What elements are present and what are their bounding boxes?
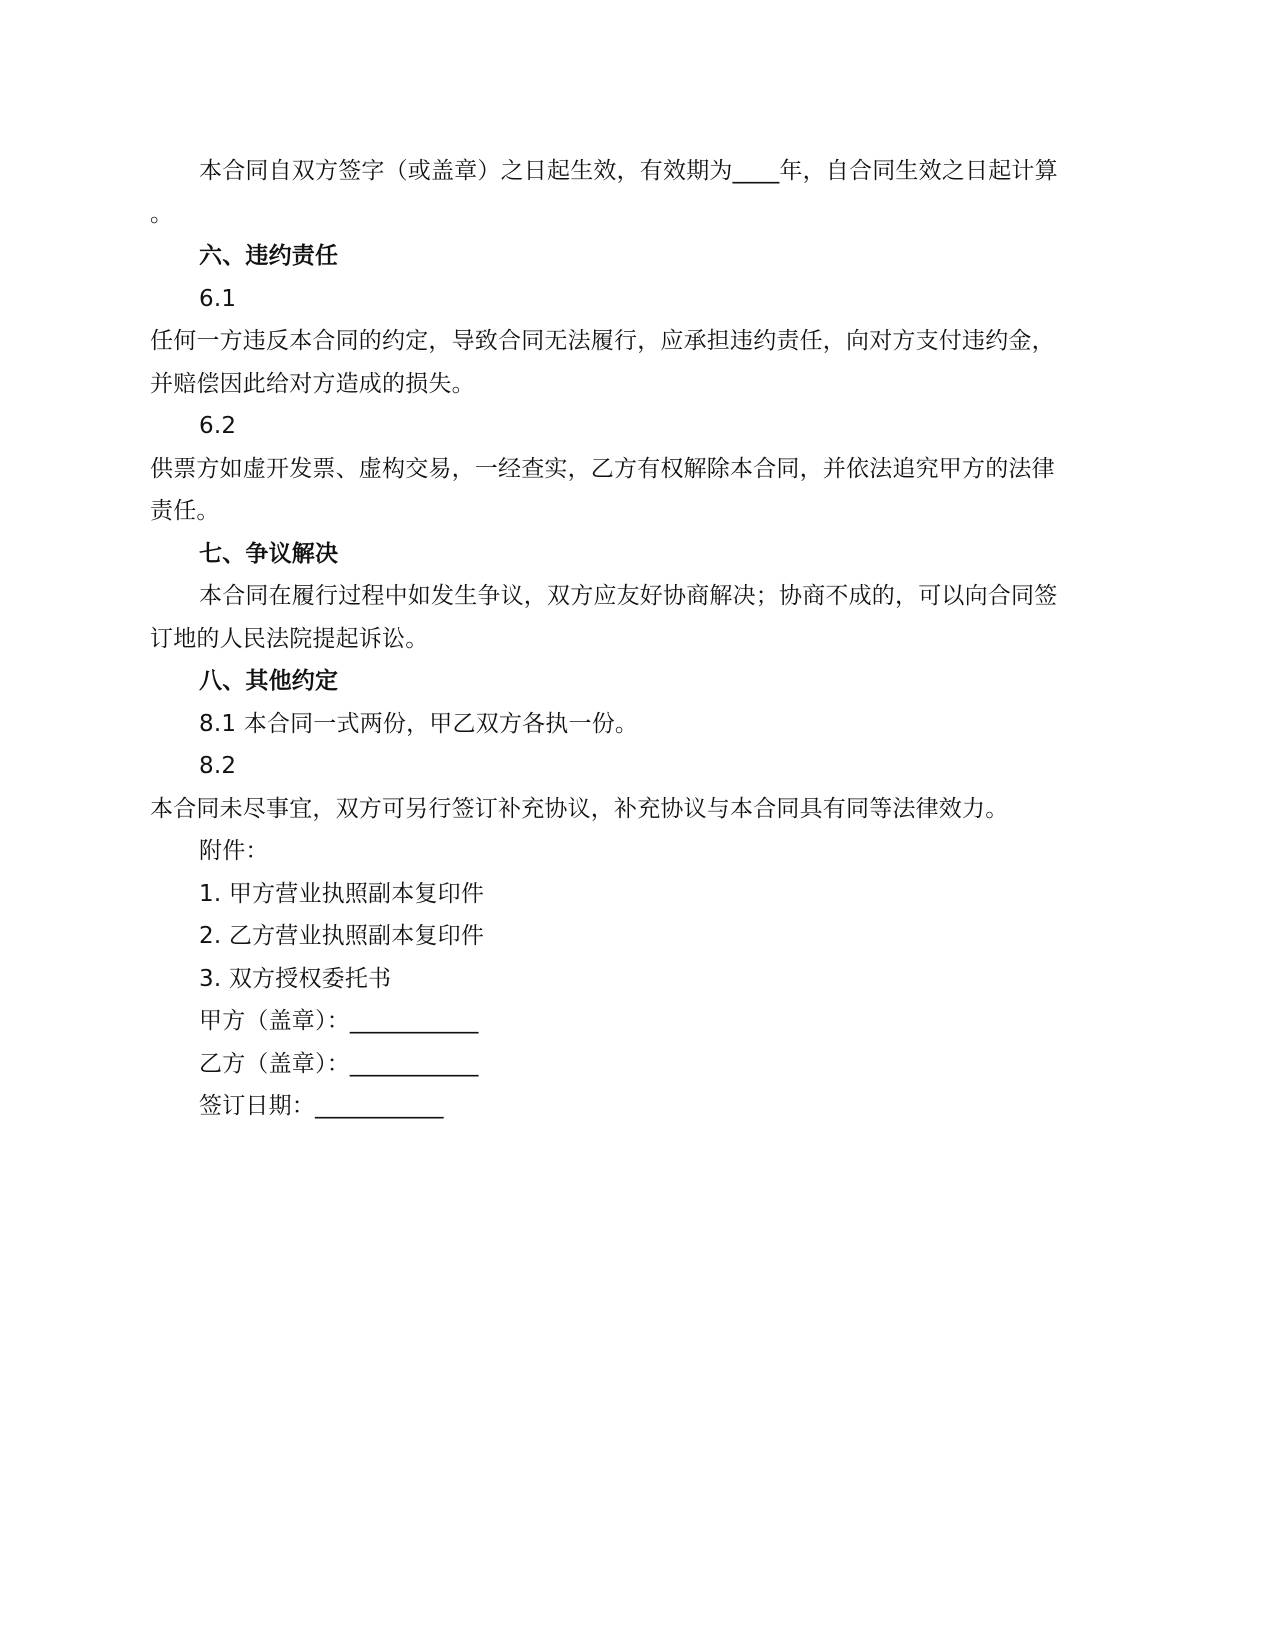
- signature-party-b: 乙方（盖章）：___________: [199, 1050, 479, 1077]
- signature-date: 签订日期：___________: [199, 1093, 444, 1119]
- clause-8-2-text: 本合同未尽事宜，双方可另行签订补充协议，补充协议与本合同具有同等法律效力。: [150, 795, 1009, 822]
- clause-number-6-1: 6.1: [199, 285, 237, 312]
- clause-8-1: 8.1 本合同一式两份，甲乙双方各执一份。: [199, 710, 639, 737]
- clause-6-2-line-1: 供票方如虚开发票、虚构交易，一经查实，乙方有权解除本合同，并依法追究甲方的法律: [150, 455, 1055, 482]
- validity-clause-line-1: 本合同自双方签字（或盖章）之日起生效，有效期为____年，自合同生效之日起计算: [199, 158, 1058, 184]
- attachment-item: 3. 双方授权委托书: [199, 965, 392, 992]
- clause-6-1-line-1: 任何一方违反本合同的约定，导致合同无法履行，应承担违约责任，向对方支付违约金，: [150, 328, 1055, 354]
- attachment-item: 2. 乙方营业执照副本复印件: [199, 923, 485, 949]
- signature-party-a: 甲方（盖章）：___________: [199, 1008, 479, 1034]
- attachments-label: 附件：: [199, 838, 269, 864]
- section-heading-dispute-resolution: 七、争议解决: [199, 540, 339, 567]
- clause-number-8-2: 8.2: [199, 753, 237, 779]
- dispute-clause-line-1: 本合同在履行过程中如发生争议，双方应友好协商解决；协商不成的，可以向合同签: [199, 583, 1058, 609]
- attachment-item: 1. 甲方营业执照副本复印件: [199, 880, 485, 907]
- document-body: [150, 150, 1125, 1128]
- clause-6-2-line-2: 责任。: [150, 498, 220, 524]
- section-heading-breach-liability: 六、违约责任: [199, 243, 339, 269]
- clause-6-1-line-2: 并赔偿因此给对方造成的损失。: [150, 370, 475, 397]
- section-heading-other-terms: 八、其他约定: [199, 668, 339, 694]
- dispute-clause-line-2: 订地的人民法院提起诉讼。: [150, 625, 429, 652]
- validity-clause-line-2: 。: [150, 200, 174, 227]
- clause-number-6-2: 6.2: [199, 413, 237, 439]
